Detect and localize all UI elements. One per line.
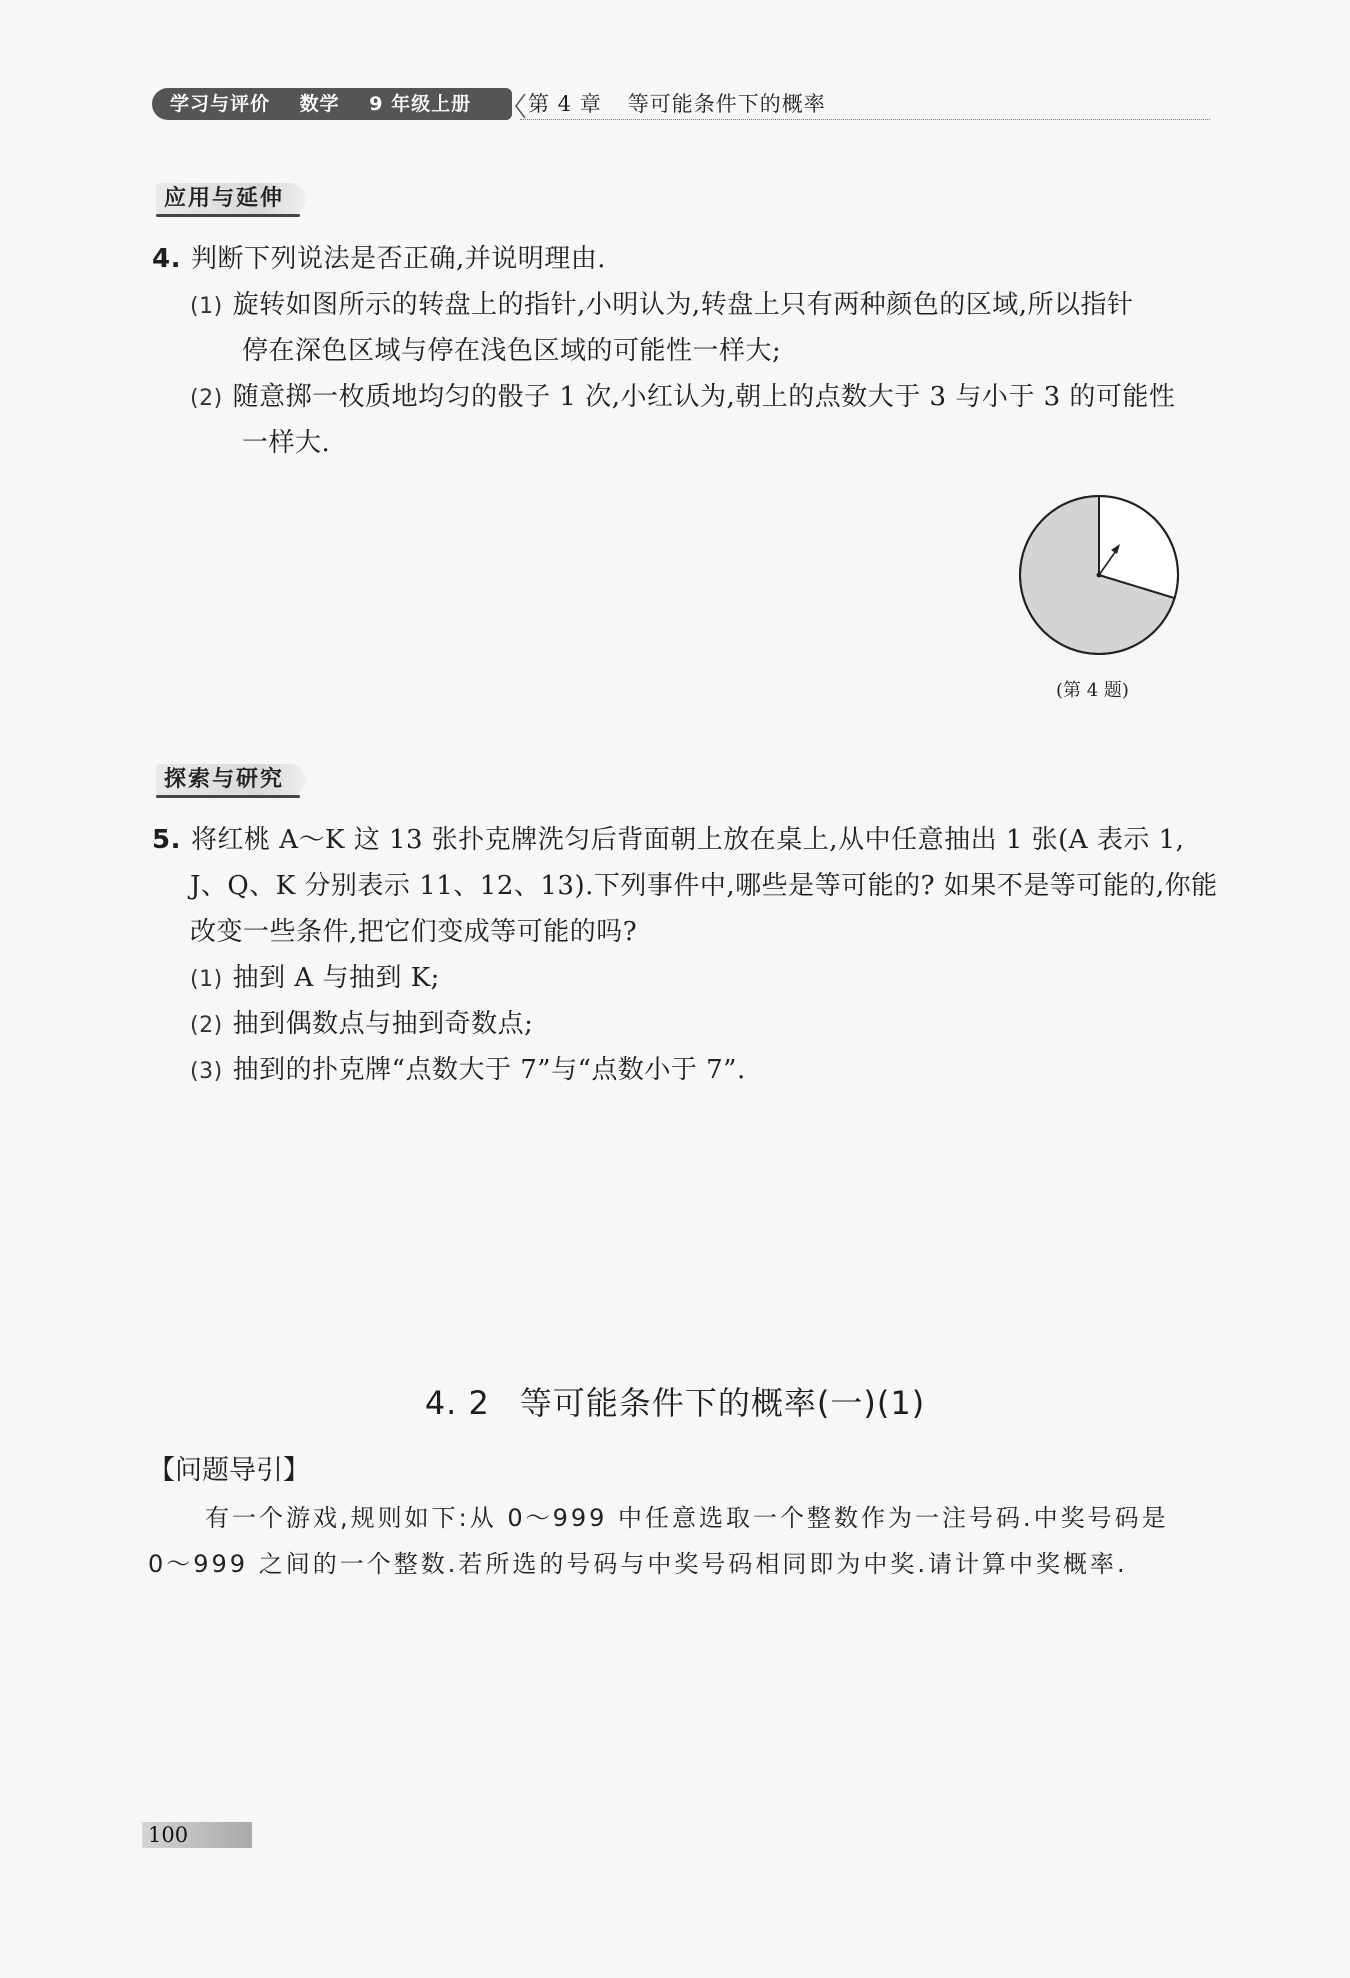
question-4-part-2-text: 随意掷一枚质地均匀的骰子 1 次,小红认为,朝上的点数大于 3 与小于 3 的可能性 (232, 382, 1176, 412)
question-4-part-1-line-1 (190, 287, 1133, 325)
question-5-part-3 (190, 1052, 746, 1090)
spinner-center-pivot (1097, 573, 1102, 578)
section-tag-apply: 应用与延伸 (156, 183, 306, 215)
guide-text-line-1: 有一个游戏,规则如下:从 0～999 中任意选取一个整数作为一注号码.中奖号码是 (205, 1504, 1169, 1532)
question-5-line-1 (152, 822, 1184, 858)
header-angle-decoration (513, 92, 527, 120)
page-number: 100 (142, 1822, 252, 1848)
header-grade: 9 年级上册 (369, 93, 472, 115)
section-tag-explore: 探索与研究 (156, 764, 306, 796)
question-5-line-2: J、Q、K 分别表示 11、12、13).下列事件中,哪些是等可能的? 如果不是等可能的,你能 (190, 871, 1218, 901)
guide-heading: 【问题导引】 (148, 1455, 310, 1486)
question-5-number: 5. (152, 825, 181, 855)
question-5-line-3: 改变一些条件,把它们变成等可能的吗? (190, 917, 638, 947)
header-series: 学习与评价 (170, 93, 271, 115)
question-5-part-1-text: 抽到 A 与抽到 K; (232, 963, 440, 993)
question-4-stem (152, 241, 606, 277)
question-4-part-1-line-2: 停在深色区域与停在浅色区域的可能性一样大; (242, 336, 782, 366)
lesson-title (0, 1378, 1350, 1424)
header-chapter-title: 等可能条件下的概率 (627, 92, 826, 116)
header-subject: 数学 (299, 93, 340, 115)
question-4-part-1-number: (1) (190, 294, 223, 319)
question-4-part-2-line-1 (190, 379, 1175, 417)
question-5-part-2-text: 抽到偶数点与抽到奇数点; (232, 1009, 534, 1039)
spinner-figure (1014, 490, 1184, 660)
figure-caption-q4: (第 4 题) (1056, 680, 1129, 701)
running-header-book-info (152, 88, 512, 120)
question-5-part-1-number: (1) (190, 967, 223, 992)
question-4-part-1-text: 旋转如图所示的转盘上的指针,小明认为,转盘上只有两种颜色的区域,所以指针 (232, 290, 1134, 320)
guide-text-line-2: 0～999 之间的一个整数.若所选的号码与中奖号码相同即为中奖.请计算中奖概率. (148, 1550, 1128, 1578)
question-4-text: 判断下列说法是否正确,并说明理由. (190, 244, 606, 274)
question-4-part-2-line-2: 一样大. (242, 428, 331, 458)
header-dotted-rule (520, 119, 1210, 120)
question-5-part-3-text: 抽到的扑克牌“点数大于 7”与“点数小于 7”. (232, 1055, 746, 1085)
lesson-number: 4. 2 (424, 1384, 490, 1422)
question-5-part-3-number: (3) (190, 1059, 223, 1084)
question-4-number: 4. (152, 244, 181, 274)
lesson-title-text: 等可能条件下的概率(一)(1) (519, 1384, 926, 1422)
header-chapter-number: 第 4 章 (528, 92, 602, 116)
question-4-part-2-number: (2) (190, 386, 223, 411)
question-5-part-1 (190, 960, 440, 998)
question-5-text-1: 将红桃 A～K 这 13 张扑克牌洗匀后背面朝上放在桌上,从中任意抽出 1 张(A 表示 1, (190, 825, 1185, 855)
question-5-part-2 (190, 1006, 533, 1044)
running-header-chapter (528, 88, 826, 120)
question-5-part-2-number: (2) (190, 1013, 223, 1038)
